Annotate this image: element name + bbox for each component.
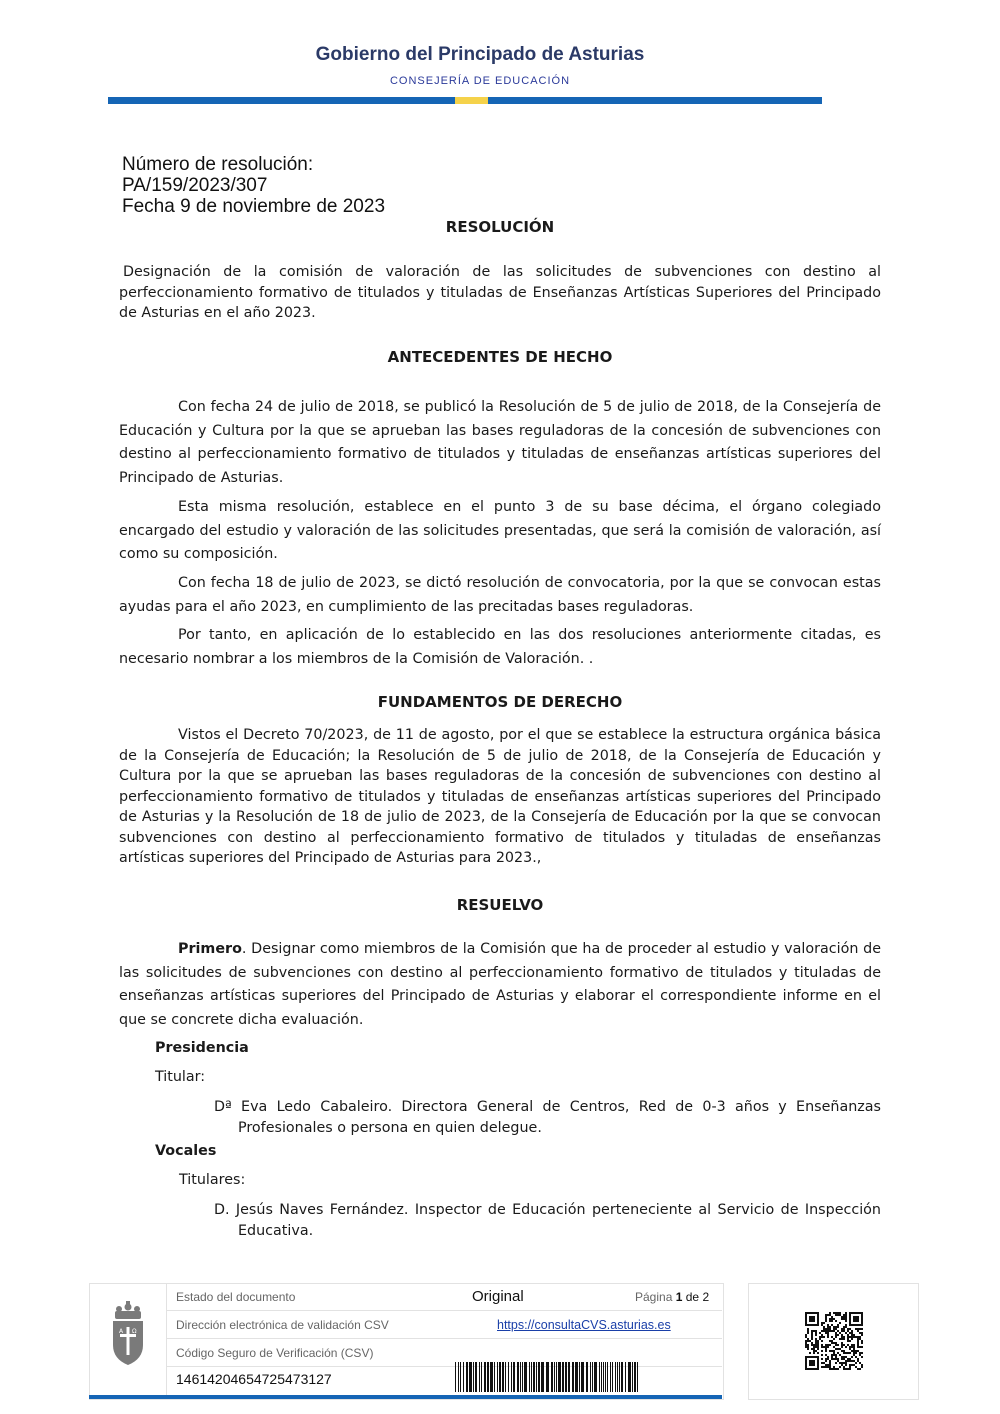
heading-resolucion: RESOLUCIÓN: [445, 218, 555, 236]
presidencia-heading: Presidencia: [155, 1040, 249, 1056]
vocales-heading: Vocales: [155, 1143, 217, 1159]
vocales-titulares-label: Titulares:: [179, 1172, 246, 1188]
direccion-label: Dirección electrónica de validación CSV: [176, 1318, 389, 1332]
antecedentes-paragraph-1: Con fecha 24 de julio de 2018, se publicó la Resolución de 5 de julio de 2018, de la Consejería de Educación y Cultura por la que se aprueban las bases reguladoras de la concesión de subvenciones con destino al perfeccionamiento formativo de titulados y tituladas de enseñanzas artísticas superiores del Principado de Asturias.: [119, 399, 881, 486]
svg-text:Ω: Ω: [132, 1328, 137, 1335]
header-bar-blue-right: [488, 97, 822, 104]
footer-row-estado: [167, 1283, 722, 1311]
header-title: Gobierno del Principado de Asturias: [315, 44, 645, 65]
presidencia-titular-label: Titular:: [155, 1069, 206, 1085]
antecedentes-paragraph-4: Por tanto, en aplicación de lo establecido en las dos resoluciones anteriormente citadas, es necesario nombrar a los miembros de la Comisión de Valoración. .: [119, 627, 881, 667]
estado-label: Estado del documento: [176, 1290, 296, 1304]
heading-resuelvo: RESUELVO: [456, 896, 544, 914]
resolution-date: Fecha 9 de noviembre de 2023: [122, 196, 386, 217]
header-bar-yellow: [455, 97, 488, 104]
pagina-total: 2: [702, 1290, 710, 1304]
primero-paragraph: [119, 938, 881, 1032]
summary-paragraph: Designación de la comisión de valoración de las solicitudes de subvenciones con destino al perfeccionamiento formativo de titulados y tituladas de Enseñanzas Artísticas Superiores del Principado de Asturias en el año 2023.: [119, 264, 881, 321]
pagina-de: de: [685, 1290, 700, 1304]
pagina-prefix: Página: [635, 1290, 673, 1304]
qr-code-cell: [748, 1283, 919, 1400]
header-subtitle: CONSEJERÍA DE EDUCACIÓN: [389, 75, 571, 87]
validation-url-link[interactable]: https://consultaCVS.asturias.es: [497, 1318, 671, 1332]
heading-antecedentes: ANTECEDENTES DE HECHO: [387, 348, 613, 366]
csv-code: 14614204654725473127: [176, 1371, 332, 1387]
heading-fundamentos: FUNDAMENTOS DE DERECHO: [377, 693, 623, 711]
fundamentos-paragraph: Vistos el Decreto 70/2023, de 11 de agosto, por el que se establece la estructura orgánica básica de la Consejería de Educación; la Resolución de 5 de julio de 2018, de la Consejería de Educación y Cultura por la que se aprueban las bases reguladoras de la concesión de subvenciones con destino al perfeccionamiento formativo de titulados y tituladas de enseñanzas artísticas superiores del Principado de Asturias y la Resolución de 18 de julio de 2023, de la Consejería de Educación por la que se convocan subvenciones con destino al perfeccionamiento formativo de titulados y tituladas de enseñanzas artísticas superiores del Principado de Asturias para 2023.,: [119, 727, 881, 866]
pagina-current: 1: [675, 1290, 683, 1304]
asturias-coat-of-arms-icon: [89, 1283, 166, 1398]
csv-label: Código Seguro de Verificación (CSV): [176, 1346, 374, 1360]
footer-row-direccion: [167, 1311, 722, 1339]
header-bar-blue-left: [108, 97, 455, 104]
resolution-number-block: [122, 154, 385, 217]
primero-text: . Designar como miembros de la Comisión que ha de proceder al estudio y valoración de las solicitudes de subvenciones con destino al perfeccionamiento formativo de titulados y tituladas de enseñanzas artísticas superiores del Principado de Asturias y elaborar el correspondiente informe en el que se concrete dicha evaluación.: [119, 941, 881, 1028]
resolution-number-value: PA/159/2023/307: [122, 175, 268, 196]
antecedentes-paragraph-2: Esta misma resolución, establece en el punto 3 de su base décima, el órgano colegiado encargado del estudio y valoración de las solicitudes presentadas, que será la comisión de valoración, así como su composición.: [119, 499, 881, 562]
qr-code-icon: [805, 1312, 863, 1370]
antecedentes-paragraph-3: Con fecha 18 de julio de 2023, se dictó resolución de convocatoria, por la que se convocan estas ayudas para el año 2023, en cumplimiento de las precitadas bases reguladoras.: [119, 575, 881, 615]
presidencia-member: Dª Eva Ledo Cabaleiro. Directora General de Centros, Red de 0-3 años y Enseñanzas Profesionales o persona en quien delegue.: [214, 1099, 881, 1136]
footer-logo-cell: [89, 1283, 167, 1398]
primero-label: Primero: [178, 941, 242, 957]
barcode-icon: [455, 1362, 641, 1392]
footer-blue-base-bar: [89, 1395, 722, 1399]
pagina-indicator: [635, 1290, 709, 1304]
estado-value: Original: [472, 1288, 524, 1305]
vocales-member: D. Jesús Naves Fernández. Inspector de Educación perteneciente al Servicio de Inspección Educativa.: [214, 1202, 881, 1239]
svg-text:A: A: [119, 1328, 124, 1335]
resolution-number-label: Número de resolución:: [122, 154, 314, 175]
